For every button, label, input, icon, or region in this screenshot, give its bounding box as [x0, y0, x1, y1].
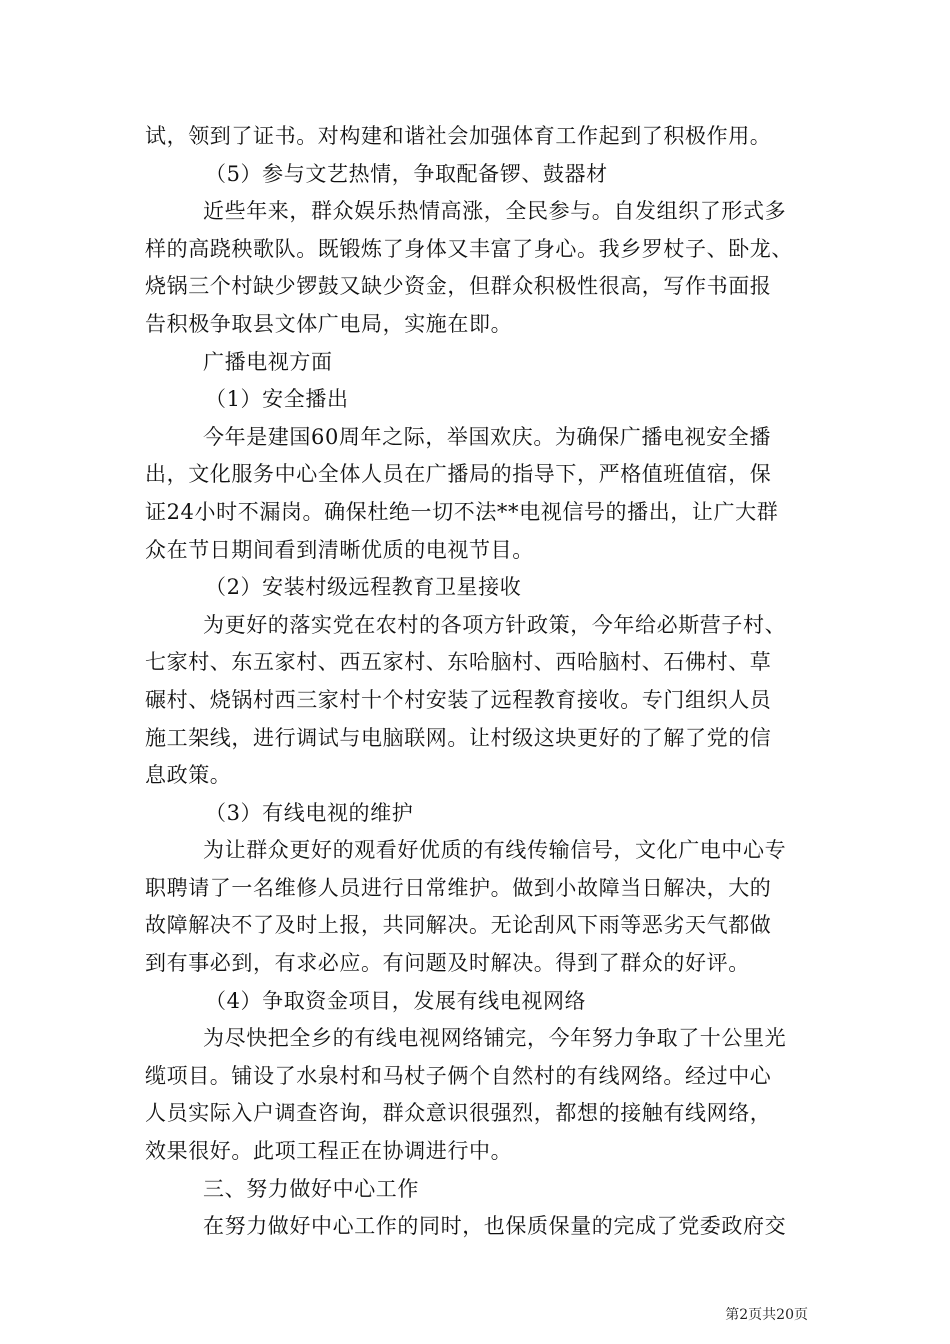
text-line: 众在节日期间看到清晰优质的电视节目。: [145, 537, 534, 562]
text-line: 缆项目。铺设了水泉村和马杖子俩个自然村的有线网络。经过中心: [145, 1063, 772, 1088]
text-line: 近些年来，群众娱乐热情高涨，全民参与。自发组织了形式多: [203, 199, 787, 224]
text-line: 出，文化服务中心全体人员在广播局的指导下，严格值班值宿，保: [145, 462, 772, 487]
document-body: [145, 118, 813, 1246]
text-line: 效果很好。此项工程正在协调进行中。: [145, 1139, 513, 1164]
text-line: 为更好的落实党在农村的各项方针政策，今年给必斯营子村、: [203, 612, 787, 637]
text-line: 样的高跷秧歌队。既锻炼了身体又丰富了身心。我乡罗杖子、卧龙、: [145, 236, 793, 261]
text-line: （3）有线电视的维护: [205, 800, 414, 825]
text-line: 故障解决不了及时上报，共同解决。无论刮风下雨等恶劣天气都做: [145, 913, 772, 938]
text-line: 到有事必到，有求必应。有问题及时解决。得到了群众的好评。: [145, 951, 750, 976]
text-line: 在努力做好中心工作的同时，也保质保量的完成了党委政府交: [203, 1214, 787, 1239]
text-line: 职聘请了一名维修人员进行日常维护。做到小故障当日解决，大的: [145, 875, 772, 900]
text-line: 告积极争取县文体广电局，实施在即。: [145, 311, 513, 336]
text-line: 为尽快把全乡的有线电视网络铺完，今年努力争取了十公里光: [203, 1026, 787, 1051]
text-line: 七家村、东五家村、西五家村、东哈脑村、西哈脑村、石佛村、草: [145, 650, 772, 675]
text-line: 三、努力做好中心工作: [203, 1176, 419, 1201]
text-line: （4）争取资金项目，发展有线电视网络: [205, 988, 587, 1013]
text-line: 人员实际入户调查咨询，群众意识很强烈，都想的接触有线网络，: [145, 1101, 772, 1126]
text-line: （5）参与文艺热情，争取配备锣、鼓器材: [205, 161, 608, 186]
text-line: 碾村、烧锅村西三家村十个村安装了远程教育接收。专门组织人员: [145, 687, 772, 712]
text-line: 广播电视方面: [203, 349, 333, 374]
text-line: 施工架线，进行调试与电脑联网。让村级这块更好的了解了党的信: [145, 725, 772, 750]
text-line: 烧锅三个村缺少锣鼓又缺少资金，但群众积极性很高，写作书面报: [145, 274, 772, 299]
text-line: 为让群众更好的观看好优质的有线传输信号，文化广电中心专: [203, 838, 787, 863]
text-line: 证24小时不漏岗。确保杜绝一切不法**电视信号的播出，让广大群: [145, 499, 779, 524]
text-line: （1）安全播出: [205, 387, 349, 412]
text-line: 今年是建国60周年之际，举国欢庆。为确保广播电视安全播: [203, 424, 771, 449]
page-number-footer: 第2页共20页: [725, 1307, 808, 1323]
text-line: 息政策。: [145, 763, 232, 788]
text-line: 试，领到了证书。对构建和谐社会加强体育工作起到了积极作用。: [145, 124, 772, 148]
text-line: （2）安装村级远程教育卫星接收: [205, 575, 522, 600]
